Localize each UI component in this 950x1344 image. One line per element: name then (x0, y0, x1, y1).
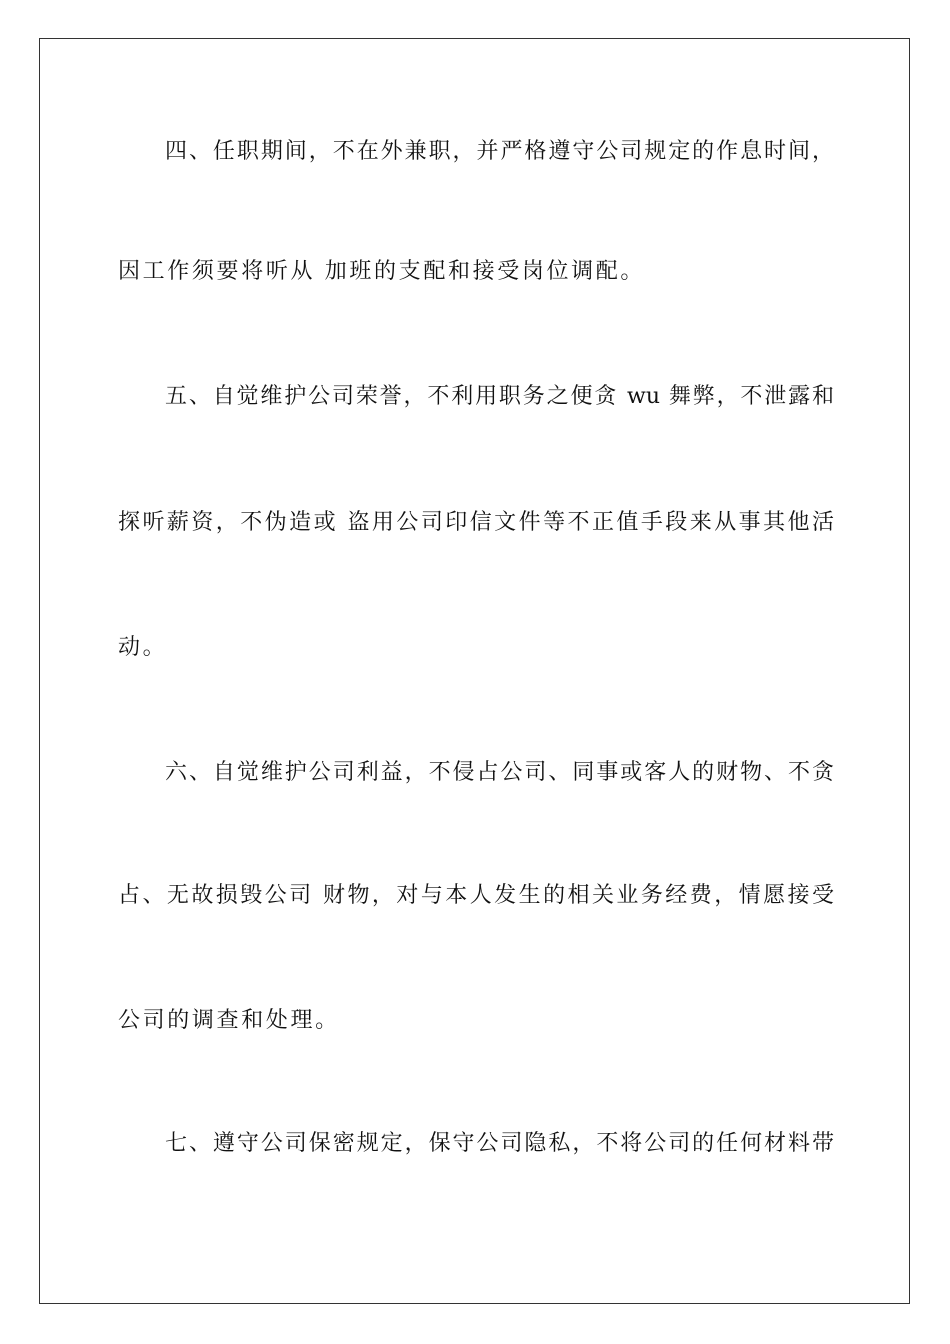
page-border (39, 38, 910, 1304)
paragraph-line: 公司的调查和处理。 (118, 1008, 340, 1033)
paragraph-line: 五、自觉维护公司荣誉，不利用职务之便贪 wu 舞弊，不泄露和 (165, 384, 834, 409)
paragraph-line: 动。 (118, 635, 168, 660)
paragraph-line: 因工作须要将听从 加班的支配和接受岗位调配。 (118, 259, 646, 284)
paragraph-line: 探听薪资，不伪造或 盗用公司印信文件等不正值手段来从事其他活 (118, 510, 834, 535)
paragraph-line: 四、任职期间，不在外兼职，并严格遵守公司规定的作息时间， (165, 139, 834, 164)
paragraph-line: 七、遵守公司保密规定，保守公司隐私，不将公司的任何材料带 (165, 1131, 834, 1156)
paragraph-line: 占、无故损毁公司 财物，对与本人发生的相关业务经费，情愿接受 (118, 883, 834, 908)
paragraph-line: 六、自觉维护公司利益，不侵占公司、同事或客人的财物、不贪 (165, 760, 834, 785)
